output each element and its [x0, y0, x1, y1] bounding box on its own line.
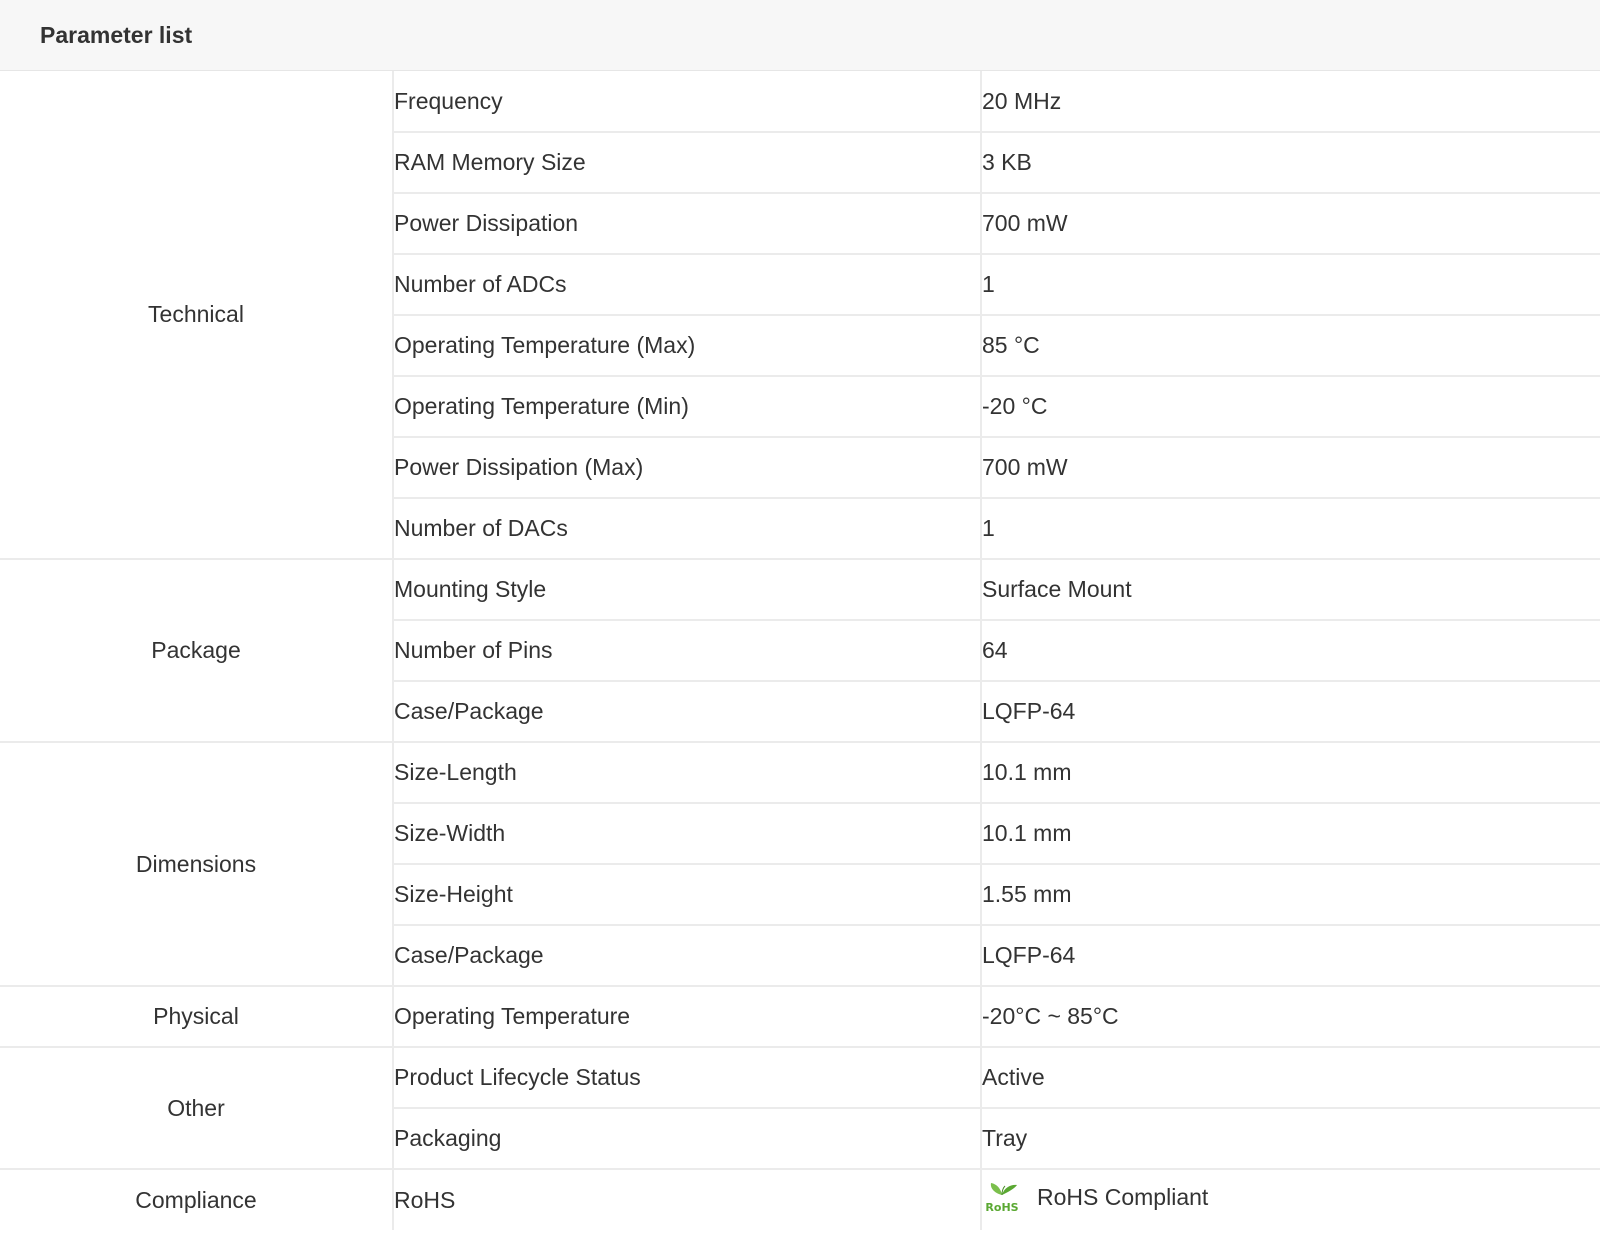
- param-name: Size-Width: [393, 803, 981, 864]
- parameter-table: [0, 71, 1600, 1230]
- page-title: Parameter list: [40, 21, 193, 48]
- param-name: Packaging: [393, 1108, 981, 1169]
- group-label-other: Other: [0, 1047, 393, 1169]
- param-value: 1: [981, 254, 1600, 315]
- param-name: Operating Temperature (Max): [393, 315, 981, 376]
- group-label-compliance: Compliance: [0, 1169, 393, 1230]
- param-name: Size-Length: [393, 742, 981, 803]
- param-value: 20 MHz: [981, 71, 1600, 132]
- param-value: Active: [981, 1047, 1600, 1108]
- param-value: 10.1 mm: [981, 742, 1600, 803]
- param-value: 85 °C: [981, 315, 1600, 376]
- parameter-list-header: [0, 0, 1600, 71]
- param-name: Power Dissipation: [393, 193, 981, 254]
- param-value: Tray: [981, 1108, 1600, 1169]
- param-value: 1.55 mm: [981, 864, 1600, 925]
- param-name: Number of Pins: [393, 620, 981, 681]
- rohs-status-text: RoHS Compliant: [1037, 1183, 1209, 1210]
- rohs-leaf-icon: [982, 1180, 1022, 1214]
- table-row: [0, 559, 1600, 620]
- param-value: 700 mW: [981, 193, 1600, 254]
- param-name: Case/Package: [393, 925, 981, 986]
- param-name: Mounting Style: [393, 559, 981, 620]
- param-name: Size-Height: [393, 864, 981, 925]
- param-name: RAM Memory Size: [393, 132, 981, 193]
- table-row: [0, 742, 1600, 803]
- param-value: Surface Mount: [981, 559, 1600, 620]
- param-name: Case/Package: [393, 681, 981, 742]
- param-name: Operating Temperature (Min): [393, 376, 981, 437]
- param-value: 700 mW: [981, 437, 1600, 498]
- param-value: LQFP-64: [981, 681, 1600, 742]
- table-row: [0, 1169, 1600, 1230]
- param-value: 1: [981, 498, 1600, 559]
- param-value: -20°C ~ 85°C: [981, 986, 1600, 1047]
- param-value: -20 °C: [981, 376, 1600, 437]
- group-label-package: Package: [0, 559, 393, 742]
- table-row: [0, 986, 1600, 1047]
- param-value: LQFP-64: [981, 925, 1600, 986]
- param-value: 64: [981, 620, 1600, 681]
- svg-text:RoHS: RoHS: [985, 1201, 1019, 1214]
- param-value: 3 KB: [981, 132, 1600, 193]
- param-value: 10.1 mm: [981, 803, 1600, 864]
- table-row: [0, 71, 1600, 132]
- param-name: Frequency: [393, 71, 981, 132]
- table-row: [0, 1047, 1600, 1108]
- group-label-dimensions: Dimensions: [0, 742, 393, 986]
- rohs-badge: [982, 1180, 1208, 1214]
- group-label-technical: Technical: [0, 71, 393, 559]
- param-name: Product Lifecycle Status: [393, 1047, 981, 1108]
- param-value-rohs: [981, 1169, 1600, 1230]
- param-name: RoHS: [393, 1169, 981, 1230]
- param-name: Number of DACs: [393, 498, 981, 559]
- param-name: Operating Temperature: [393, 986, 981, 1047]
- group-label-physical: Physical: [0, 986, 393, 1047]
- parameter-table-body: [0, 71, 1600, 1230]
- param-name: Power Dissipation (Max): [393, 437, 981, 498]
- param-name: Number of ADCs: [393, 254, 981, 315]
